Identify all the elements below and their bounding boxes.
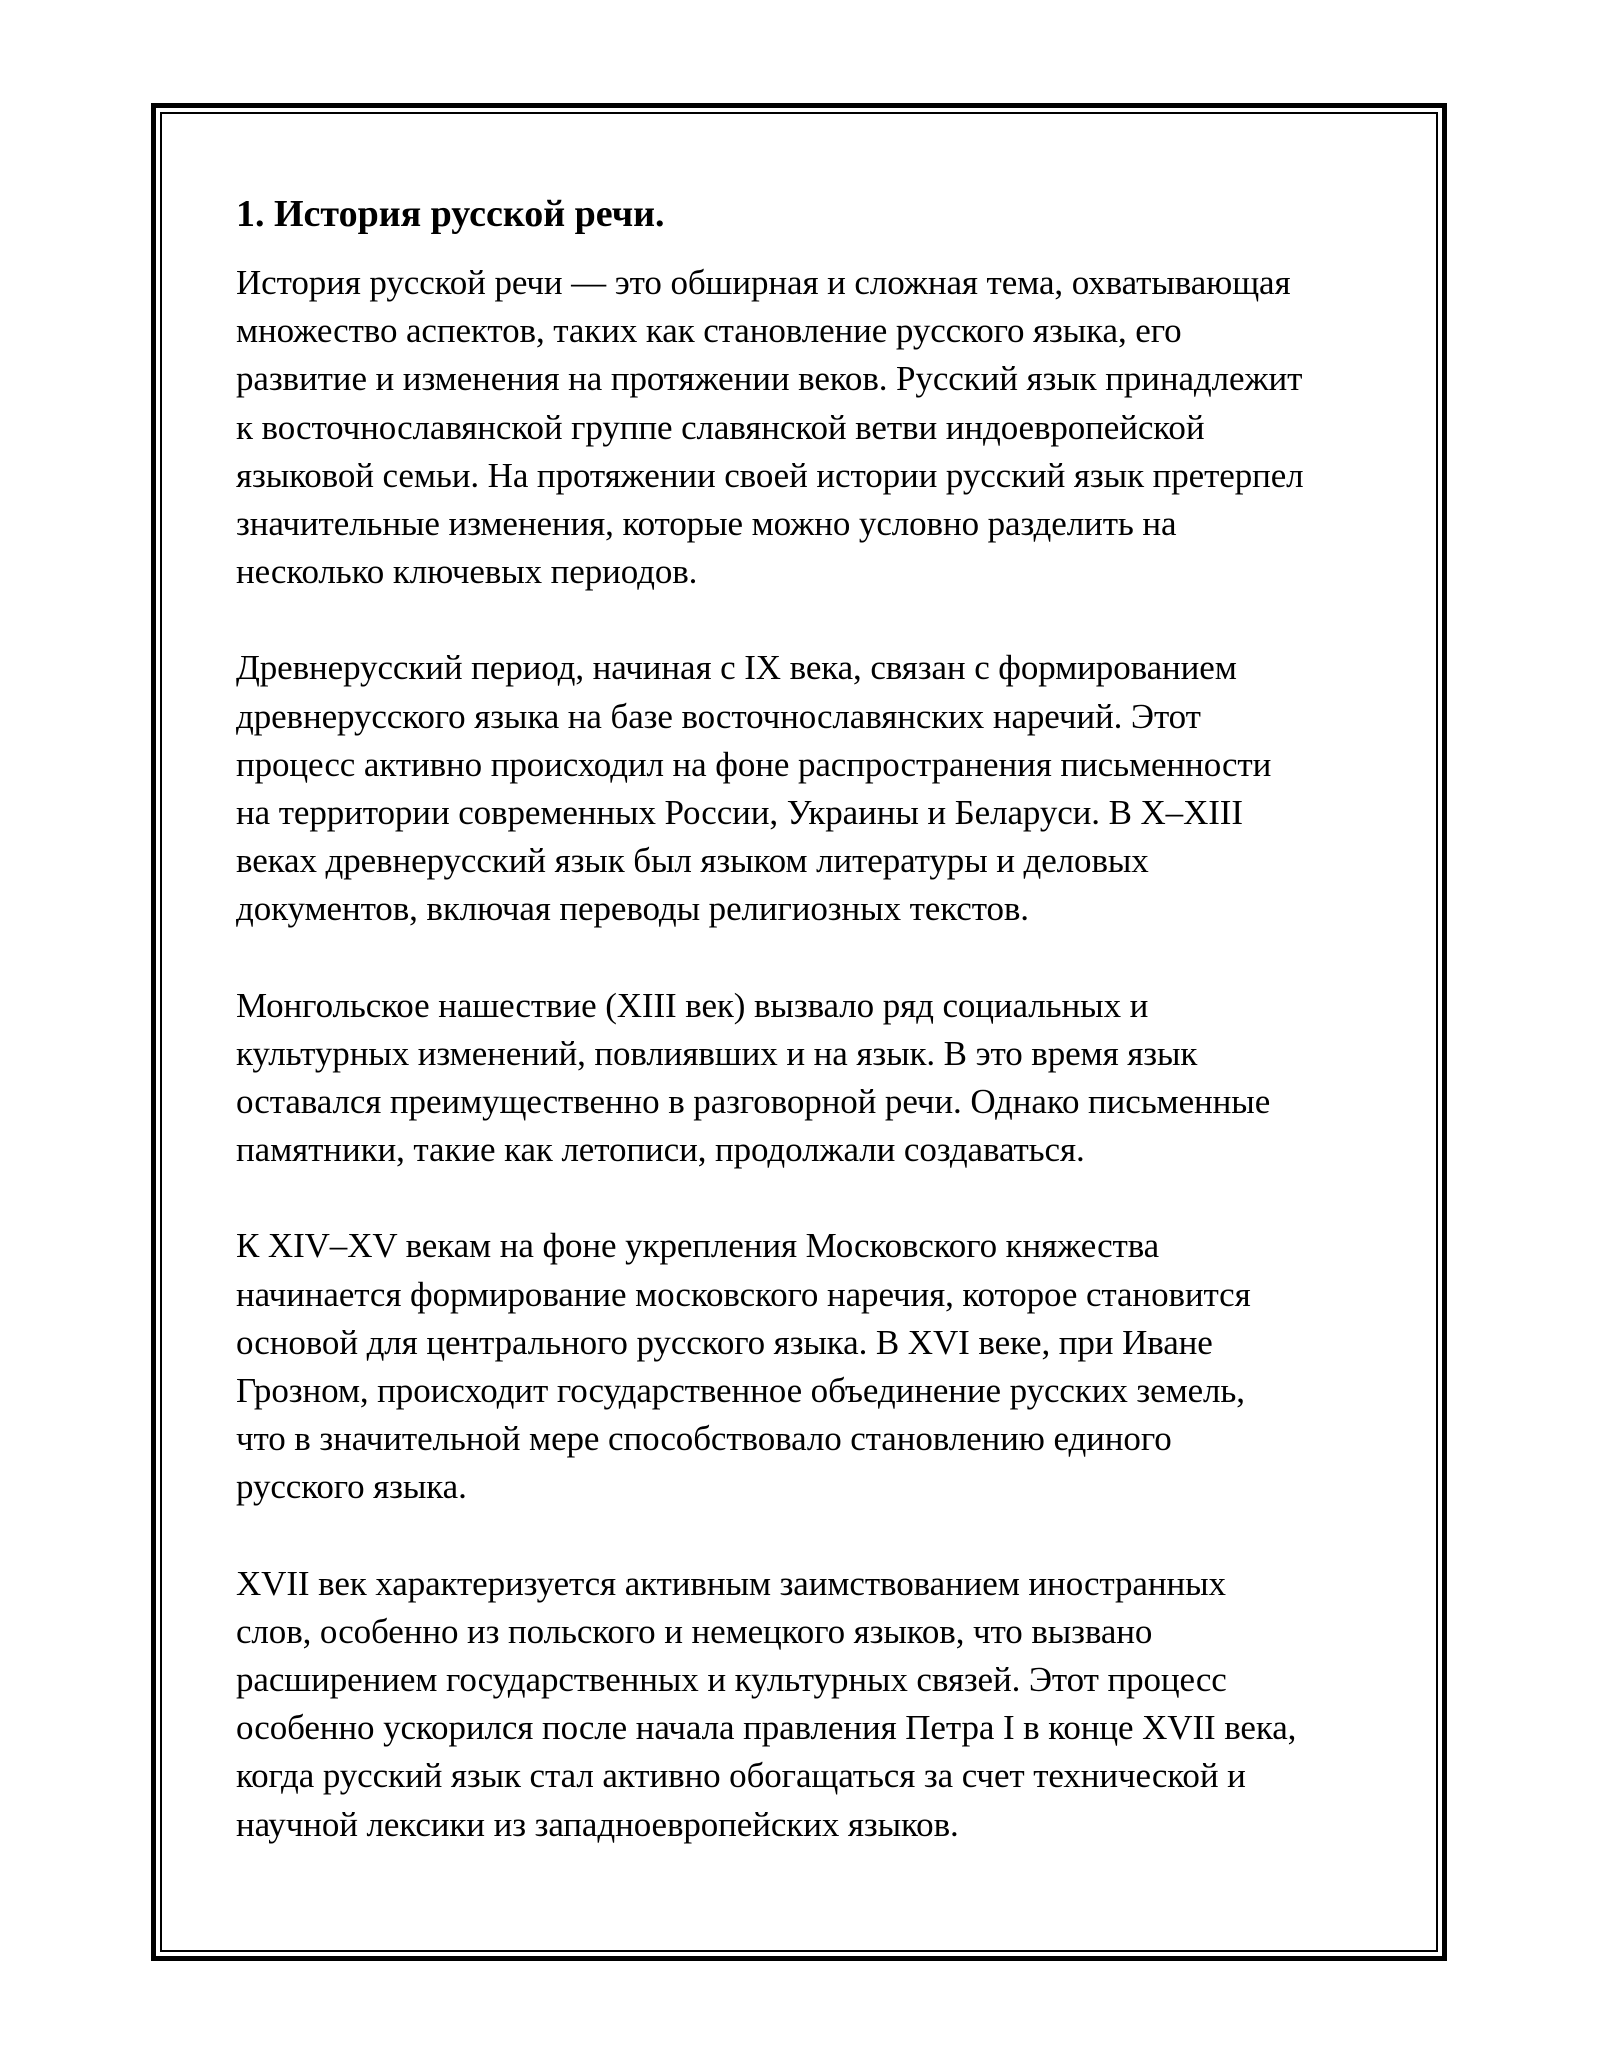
text-line: расширением государственных и культурных связей. Этот процесс <box>236 1660 1227 1700</box>
text-line: К XIV–XV векам на фоне укрепления Московского княжества <box>236 1226 1160 1266</box>
text-line: Грозном, происходит государственное объединение русских земель, <box>236 1371 1245 1411</box>
text-line: особенно ускорился после начала правления Петра I в конце XVII века, <box>236 1708 1297 1748</box>
paragraph-mongol-invasion <box>236 982 1386 1175</box>
text-line: XVII век характеризуется активным заимствованием иностранных <box>236 1563 1226 1603</box>
text-line: древнерусского языка на базе восточнославянских наречий. Этот <box>236 696 1201 736</box>
text-line: множество аспектов, таких как становление русского языка, его <box>236 311 1182 351</box>
text-line: документов, включая переводы религиозных текстов. <box>236 889 1029 929</box>
paragraph-moscow-dialect <box>236 1222 1386 1511</box>
text-line: процесс активно происходил на фоне распространения письменности <box>236 744 1272 784</box>
paragraph-intro <box>236 259 1386 596</box>
text-line: основой для центрального русского языка. В XVI веке, при Иване <box>236 1322 1213 1362</box>
text-line: Древнерусский период, начиная с IX века, связан с формированием <box>236 648 1237 688</box>
text-line: несколько ключевых периодов. <box>236 552 698 592</box>
text-line: языковой семьи. На протяжении своей истории русский язык претерпел <box>236 455 1304 495</box>
text-line: История русской речи — это обширная и сложная тема, охватывающая <box>236 263 1291 302</box>
text-line: научной лексики из западноевропейских языков. <box>236 1804 959 1844</box>
text-line: развитие и изменения на протяжении веков. Русский язык принадлежит <box>236 359 1303 399</box>
text-line: русского языка. <box>236 1467 467 1507</box>
text-line: начинается формирование московского наречия, которое становится <box>236 1274 1251 1314</box>
text-line: на территории современных России, Украины и Беларуси. В X–XIII <box>236 793 1243 833</box>
paragraph-old-russian-period <box>236 644 1386 933</box>
text-line: значительные изменения, которые можно условно разделить на <box>236 504 1177 544</box>
text-line: памятники, такие как летописи, продолжали создаваться. <box>236 1130 1085 1170</box>
text-line: когда русский язык стал активно обогащаться за счет технической и <box>236 1756 1246 1796</box>
document-body <box>236 180 1386 1897</box>
text-line: слов, особенно из польского и немецкого языков, что вызвано <box>236 1611 1153 1651</box>
text-line: культурных изменений, повлиявших и на язык. В это время язык <box>236 1033 1198 1073</box>
paragraph-17th-century <box>236 1560 1386 1849</box>
text-line: веках древнерусский язык был языком литературы и деловых <box>236 841 1149 881</box>
text-line: Монгольское нашествие (XIII век) вызвало ряд социальных и <box>236 985 1149 1025</box>
text-line: к восточнославянской группе славянской ветви индоевропейской <box>236 407 1205 447</box>
text-line: оставался преимущественно в разговорной речи. Однако письменные <box>236 1082 1271 1122</box>
section-heading: 1. История русской речи. <box>236 193 665 235</box>
text-line: что в значительной мере способствовало становлению единого <box>236 1419 1172 1459</box>
